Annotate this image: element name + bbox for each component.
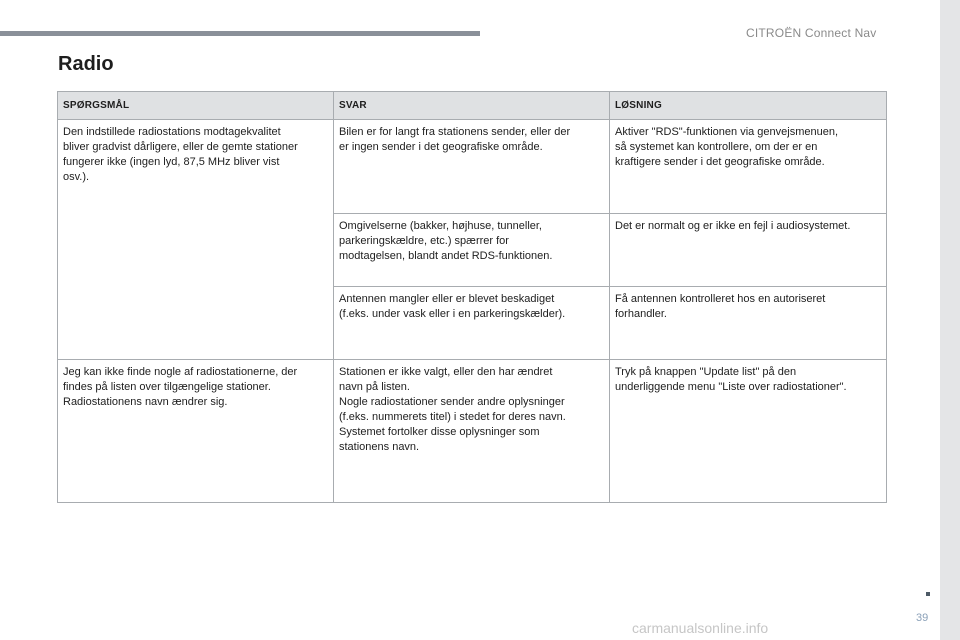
watermark: carmanualsonline.info bbox=[632, 620, 769, 636]
table-row bbox=[58, 360, 887, 503]
table-row bbox=[58, 120, 887, 214]
answer-cell bbox=[334, 120, 610, 214]
solution-cell bbox=[610, 214, 887, 287]
answer-text: Bilen er for langt fra stationens sender, eller der er ingen sender i det geografiske område. bbox=[339, 126, 571, 153]
side-strip bbox=[940, 0, 960, 640]
answer-text: Omgivelserne (bakker, højhuse, tunneller, parkeringskældre, etc.) spærrer for modtagelsen, blandt andet RDS-funktionen. bbox=[339, 220, 553, 262]
solution-cell bbox=[610, 120, 887, 214]
solution-text: Få antennen kontrolleret hos en autoriseret forhandler. bbox=[615, 293, 826, 320]
question-cell bbox=[58, 360, 334, 503]
answer-cell bbox=[334, 214, 610, 287]
solution-text: Det er normalt og er ikke en fejl i audiosystemet. bbox=[615, 220, 851, 232]
header-rule bbox=[0, 31, 480, 36]
answer-cell bbox=[334, 360, 610, 503]
answer-text: Antennen mangler eller er blevet beskadiget (f.eks. under vask eller i en parkeringskælder). bbox=[339, 293, 566, 320]
troubleshooting-table bbox=[57, 91, 887, 503]
question-cell bbox=[58, 120, 334, 360]
column-header-answer: SVAR bbox=[334, 92, 610, 120]
column-header-question: SPØRGSMÅL bbox=[58, 92, 334, 120]
solution-cell bbox=[610, 287, 887, 360]
answer-text: Stationen er ikke valgt, eller den har ændret navn på listen. Nogle radiostationer sender andre oplysninger (f.eks. nummerets titel) i stedet for deres navn. Systemet fortolker disse oplysninger som stationens navn. bbox=[339, 366, 566, 453]
solution-text: Tryk på knappen "Update list" på den underliggende menu "Liste over radiostationer". bbox=[615, 366, 847, 393]
solution-cell bbox=[610, 360, 887, 503]
solution-text: Aktiver "RDS"-funktionen via genvejsmenuen, så systemet kan kontrollere, om der er en kraftigere sender i det geografiske område. bbox=[615, 126, 839, 168]
brand-label: CITROËN Connect Nav bbox=[746, 26, 877, 40]
answer-cell bbox=[334, 287, 610, 360]
bullet-icon bbox=[926, 592, 930, 596]
page-number: 39 bbox=[916, 612, 929, 624]
question-text: Den indstillede radiostations modtagekvalitet bliver gradvist dårligere, eller de gemte stationer fungerer ikke (ingen lyd, 87,5 MHz bliver vist osv.). bbox=[63, 126, 298, 183]
table-header-row bbox=[58, 92, 887, 120]
column-header-solution: LØSNING bbox=[610, 92, 887, 120]
page-title: Radio bbox=[58, 53, 114, 75]
question-text: Jeg kan ikke finde nogle af radiostationerne, der findes på listen over tilgængelige stationer. Radiostationens navn ændrer sig. bbox=[63, 366, 298, 408]
